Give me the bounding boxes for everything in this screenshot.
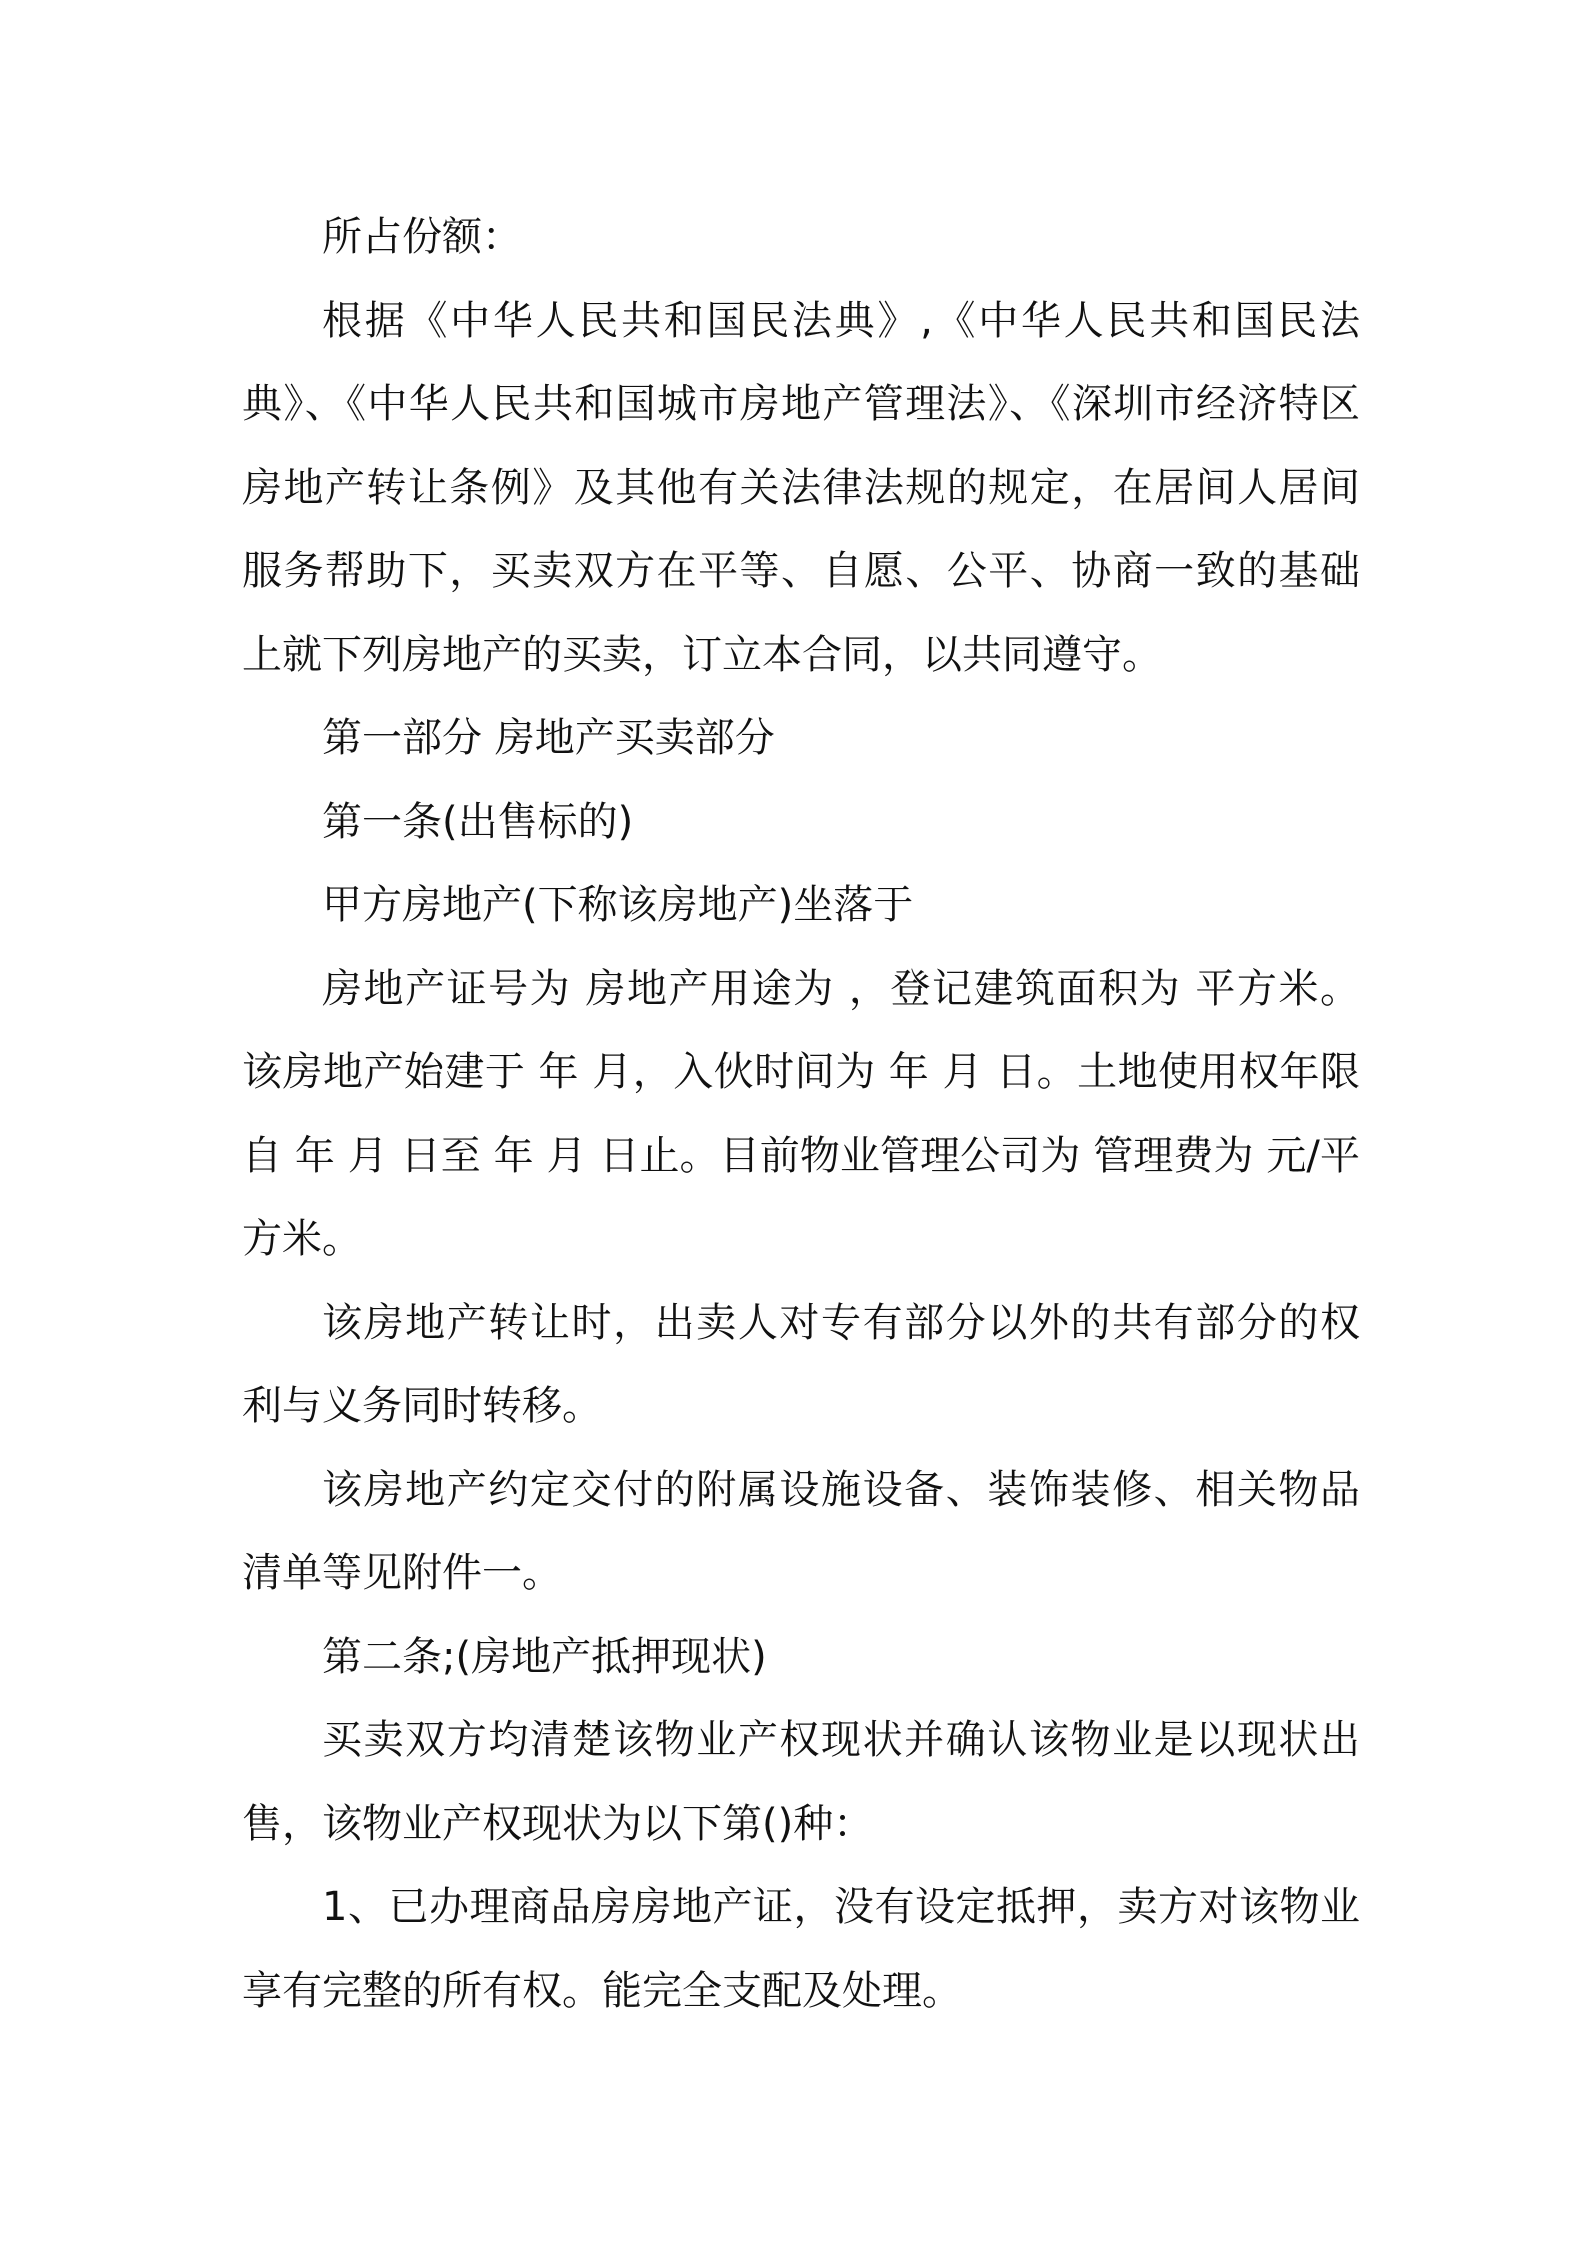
paragraph-legal-basis: 根据《中华人民共和国民法典》,《中华人民共和国民法典》、《中华人民共和国城市房地产管理法》、《深圳市经济特区房地产转让条例》及其他有关法律法规的规定，在居间人居间服务帮助下，买卖双方在平等、自愿、公平、协商一致的基础上就下列房地产的买卖，订立本合同，以共同遵守。	[242, 297, 1360, 678]
article-heading-2: 第二条;(房地产抵押现状)	[322, 1633, 767, 1680]
document-body	[242, 196, 1360, 2033]
section-heading-part-one: 第一部分 房地产买卖部分	[322, 715, 775, 761]
paragraph-common-rights: 该房地产转让时，出卖人对专有部分以外的共有部分的权利与义务同时转移。	[242, 1299, 1360, 1429]
paragraph-property-details: 房地产证号为 房地产用途为 ，登记建筑面积为 平方米。该房地产始建于 年 月，入伙时间为 年 月 日。土地使用权年限自 年 月 日至 年 月 日止。目前物业管理公司为 管理费为 元/平方米。	[242, 965, 1360, 1262]
paragraph-attachment: 该房地产约定交付的附属设施设备、装饰装修、相关物品清单等见附件一。	[242, 1466, 1360, 1596]
article-heading-1: 第一条(出售标的)	[322, 798, 634, 845]
paragraph-share-ratio: 所占份额：	[322, 214, 522, 260]
paragraph-property-location: 甲方房地产(下称该房地产)坐落于	[322, 882, 914, 928]
paragraph-property-status: 买卖双方均清楚该物业产权现状并确认该物业是以现状出售，该物业产权现状为以下第()种：	[242, 1717, 1360, 1847]
paragraph-status-option-1: 1、已办理商品房房地产证，没有设定抵押，卖方对该物业享有完整的所有权。能完全支配及处理。	[242, 1884, 1360, 2014]
